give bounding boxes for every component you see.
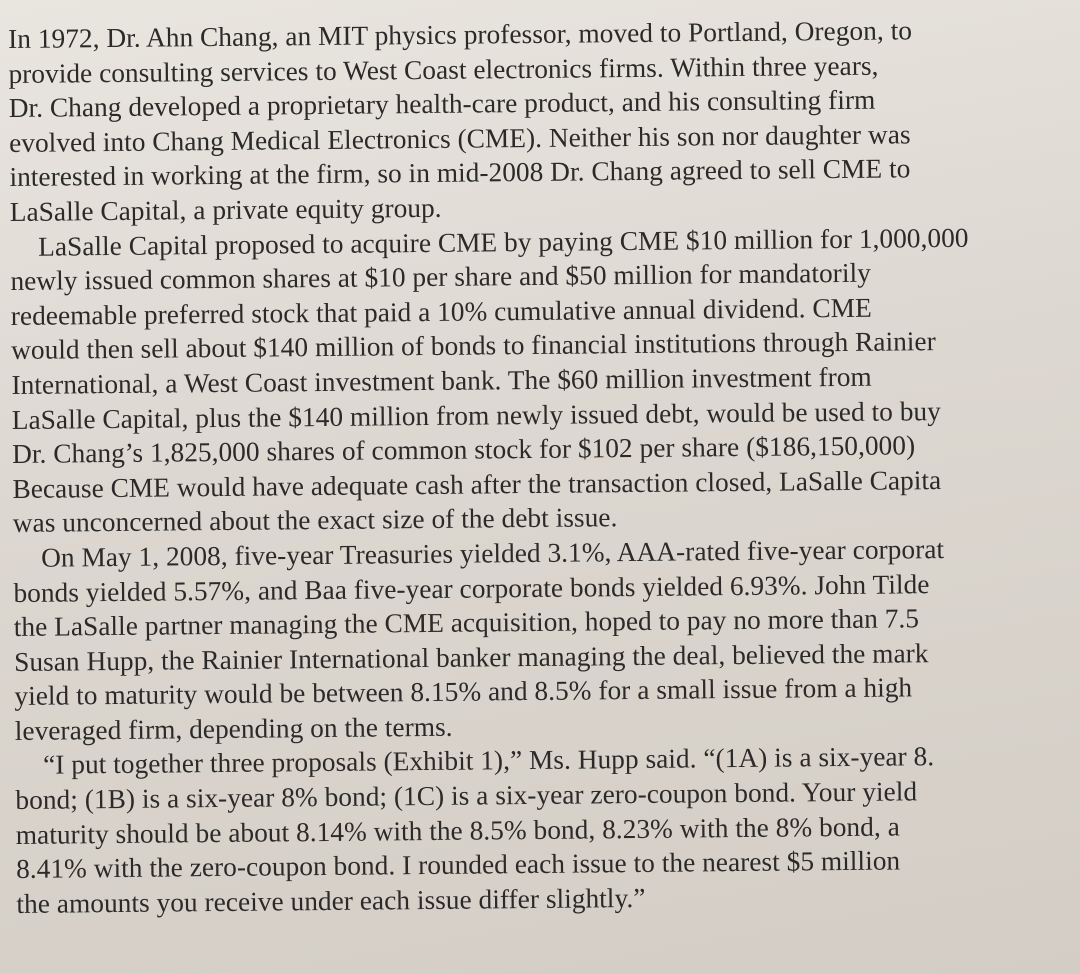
text-line: 8.41% with the zero-coupon bond. I rounded each issue to the nearest $5 million — [15, 845, 901, 885]
text-line: bond; (1B) is a six-year 8% bond; (1C) is a six-year zero-coupon bond. Your yield — [15, 776, 918, 816]
text-line: In 1972, Dr. Ahn Chang, an MIT physics professor, moved to Portland, Oregon, to — [8, 15, 913, 54]
text-line: International, a West Coast investment bank. The $60 million investment from — [11, 361, 872, 400]
paragraph-1 — [8, 12, 1074, 230]
paragraph-4 — [15, 738, 1080, 921]
paragraph-3 — [13, 531, 1079, 749]
text-line: interested in working at the firm, so in mid-2008 Dr. Chang agreed to sell CME to — [9, 153, 911, 193]
text-line: Dr. Chang’s 1,825,000 shares of common stock for $102 per share ($186,150,000) — [12, 430, 916, 470]
text-line: “I put together three proposals (Exhibit 1),” Ms. Hupp said. “(1A) is a six-year 8. — [42, 741, 935, 781]
text-line: LaSalle Capital proposed to acquire CME by paying CME $10 million for 1,000,000 — [38, 222, 969, 262]
text-line: leveraged firm, depending on the terms. — [14, 711, 453, 746]
text-line: Dr. Chang developed a proprietary health-care product, and his consulting firm — [8, 84, 876, 124]
text-line: On May 1, 2008, five-year Treasuries yielded 3.1%, AAA-rated five-year corporat — [40, 533, 945, 573]
text-line: LaSalle Capital, a private equity group. — [9, 192, 442, 227]
text-line: the LaSalle partner managing the CME acquisition, hoped to pay no more than 7.5 — [13, 603, 920, 643]
text-line: provide consulting services to West Coast electronics firms. Within three years, — [8, 50, 879, 89]
text-line: maturity should be about 8.14% with the 8.5% bond, 8.23% with the 8% bond, a — [15, 811, 900, 850]
text-line: redeemable preferred stock that paid a 10% cumulative annual dividend. CME — [10, 292, 872, 331]
text-line: evolved into Chang Medical Electronics (CME). Neither his son nor daughter was — [9, 119, 911, 158]
text-line: would then sell about $140 million of bonds to financial institutions through Rainier — [11, 326, 936, 366]
text-line: bonds yielded 5.57%, and Baa five-year corporate bonds yielded 6.93%. John Tilde — [13, 568, 930, 608]
text-line: Because CME would have adequate cash after the transaction closed, LaSalle Capita — [12, 464, 942, 504]
text-line: was unconcerned about the exact size of the debt issue. — [12, 502, 618, 539]
text-line: yield to maturity would be between 8.15% and 8.5% for a small issue from a high — [14, 672, 913, 712]
text-line: LaSalle Capital, plus the $140 million from newly issued debt, would be used to buy — [11, 395, 942, 435]
document-body — [8, 12, 1080, 922]
text-line: the amounts you receive under each issue differ slightly.” — [16, 882, 646, 919]
text-line: Susan Hupp, the Rainier International banker managing the deal, believed the mark — [13, 637, 929, 677]
paragraph-2 — [10, 219, 1077, 541]
text-line: newly issued common shares at $10 per share and $50 million for mandatorily — [10, 257, 871, 297]
